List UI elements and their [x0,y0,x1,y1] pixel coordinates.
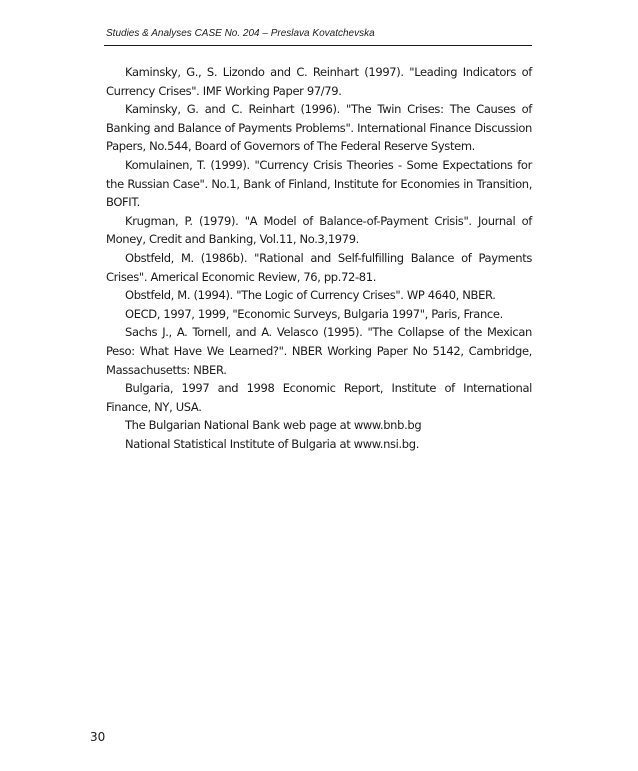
header-divider [104,45,532,46]
reference-item: Obstfeld, M. (1994). "The Logic of Currency Crises". WP 4640, NBER. [125,288,496,303]
reference-list [106,63,532,453]
reference-item: Kaminsky, G., S. Lizondo and C. Reinhart (1997). "Leading Indicators of Currency Crises". IMF Working Paper 97/79. [106,65,532,98]
reference-item: Komulainen, T. (1999). "Currency Crisis Theories - Some Expectations for the Russian Case". No.1, Bank of Finland, Institute for Economies in Transition, BOFIT. [106,157,532,210]
reference-item: OECD, 1997, 1999, "Economic Surveys, Bulgaria 1997", Paris, France. [125,306,503,321]
running-header: Studies & Analyses CASE No. 204 – Preslava Kovatchevska [106,28,375,39]
reference-item: Bulgaria, 1997 and 1998 Economic Report, Institute of International Finance, NY, USA. [106,381,532,414]
page-number: 30 [90,730,106,744]
reference-item: Obstfeld, M. (1986b). "Rational and Self-fulfilling Balance of Payments Crises". Americal Economic Review, 76, pp.72-81. [106,250,532,284]
reference-item: Sachs J., A. Tornell, and A. Velasco (1995). "The Collapse of the Mexican Peso: What Have We Learned?". NBER Working Paper No 5142, Cambridge, Massachusetts: NBER. [106,325,532,377]
reference-item: Kaminsky, G. and C. Reinhart (1996). "The Twin Crises: The Causes of Banking and Balance of Payments Problems". International Finance Discussion Papers, No.544, Board of Governors of The Federal Reserve System. [106,102,532,154]
reference-item: The Bulgarian National Bank web page at www.bnb.bg [125,418,422,433]
reference-item: Krugman, P. (1979). "A Model of Balance-of-Payment Crisis". Journal of Money, Credit and Banking, Vol.11, No.3,1979. [106,213,532,247]
reference-item: National Statistical Institute of Bulgaria at www.nsi.bg. [125,436,420,451]
